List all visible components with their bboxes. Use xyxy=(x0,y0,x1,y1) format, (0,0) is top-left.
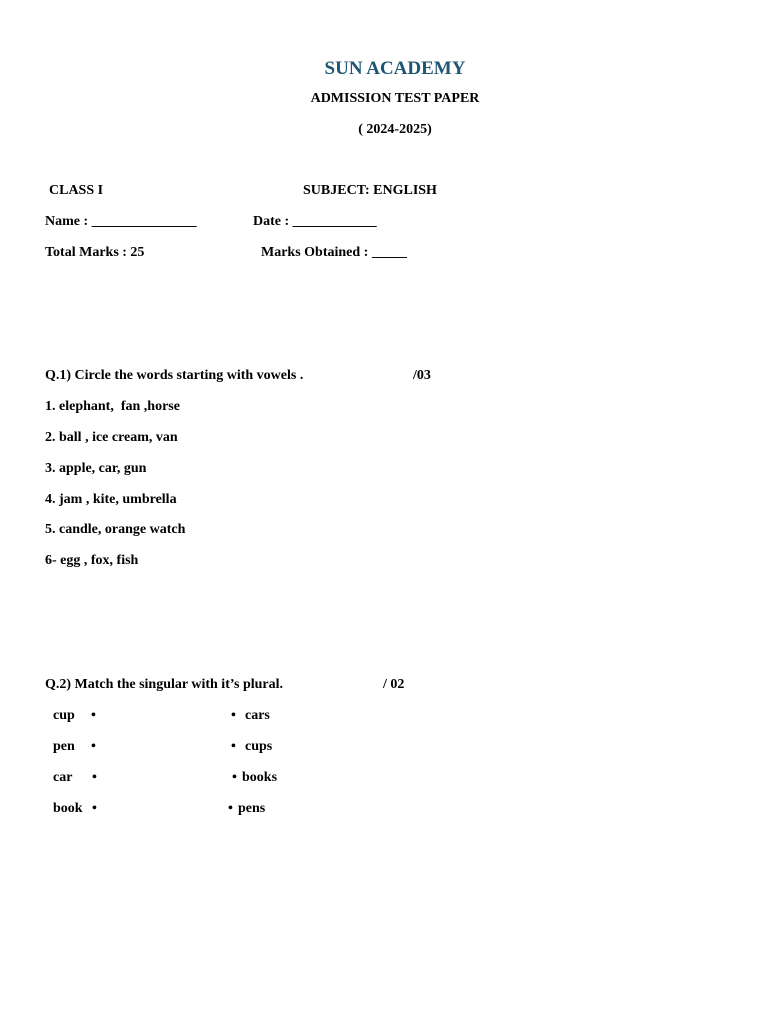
class-label: CLASS I xyxy=(49,183,104,198)
singular-word: book xyxy=(53,801,83,816)
match-bullet: • xyxy=(231,739,236,754)
plural-word: cars xyxy=(245,708,270,723)
school-name: SUN ACADEMY xyxy=(324,58,466,79)
singular-word: cup xyxy=(53,708,75,723)
match-bullet: • xyxy=(231,708,236,723)
paper-title: ADMISSION TEST PAPER xyxy=(310,91,480,106)
q1-item: 5. candle, orange watch xyxy=(45,522,186,537)
q1-item: 4. jam , kite, umbrella xyxy=(45,492,177,507)
match-bullet: • xyxy=(228,801,233,816)
q1-item: 2. ball , ice cream, van xyxy=(45,430,178,445)
plural-word: books xyxy=(242,770,278,785)
q1-item: 3. apple, car, gun xyxy=(45,461,147,476)
match-bullet: • xyxy=(91,739,96,754)
q2-question: Q.2) Match the singular with it’s plural. xyxy=(45,677,284,692)
plural-word: pens xyxy=(238,801,266,816)
name-field: Name : _______________ xyxy=(45,214,197,229)
match-bullet: • xyxy=(232,770,237,785)
session-year: ( 2024-2025) xyxy=(358,122,432,137)
subject-label: SUBJECT: ENGLISH xyxy=(303,183,437,198)
q1-item: 1. elephant, fan ,horse xyxy=(45,399,180,414)
q1-marks: /03 xyxy=(413,368,431,383)
match-bullet: • xyxy=(92,770,97,785)
q1-item: 6- egg , fox, fish xyxy=(45,553,139,568)
match-bullet: • xyxy=(91,708,96,723)
q2-marks: / 02 xyxy=(383,677,405,692)
q1-question: Q.1) Circle the words starting with vowels . xyxy=(45,368,304,383)
total-marks: Total Marks : 25 xyxy=(45,245,145,260)
date-field: Date : ____________ xyxy=(253,214,377,229)
singular-word: car xyxy=(53,770,73,785)
match-bullet: • xyxy=(92,801,97,816)
singular-word: pen xyxy=(53,739,75,754)
marks-obtained: Marks Obtained : _____ xyxy=(261,245,407,260)
plural-word: cups xyxy=(245,739,273,754)
